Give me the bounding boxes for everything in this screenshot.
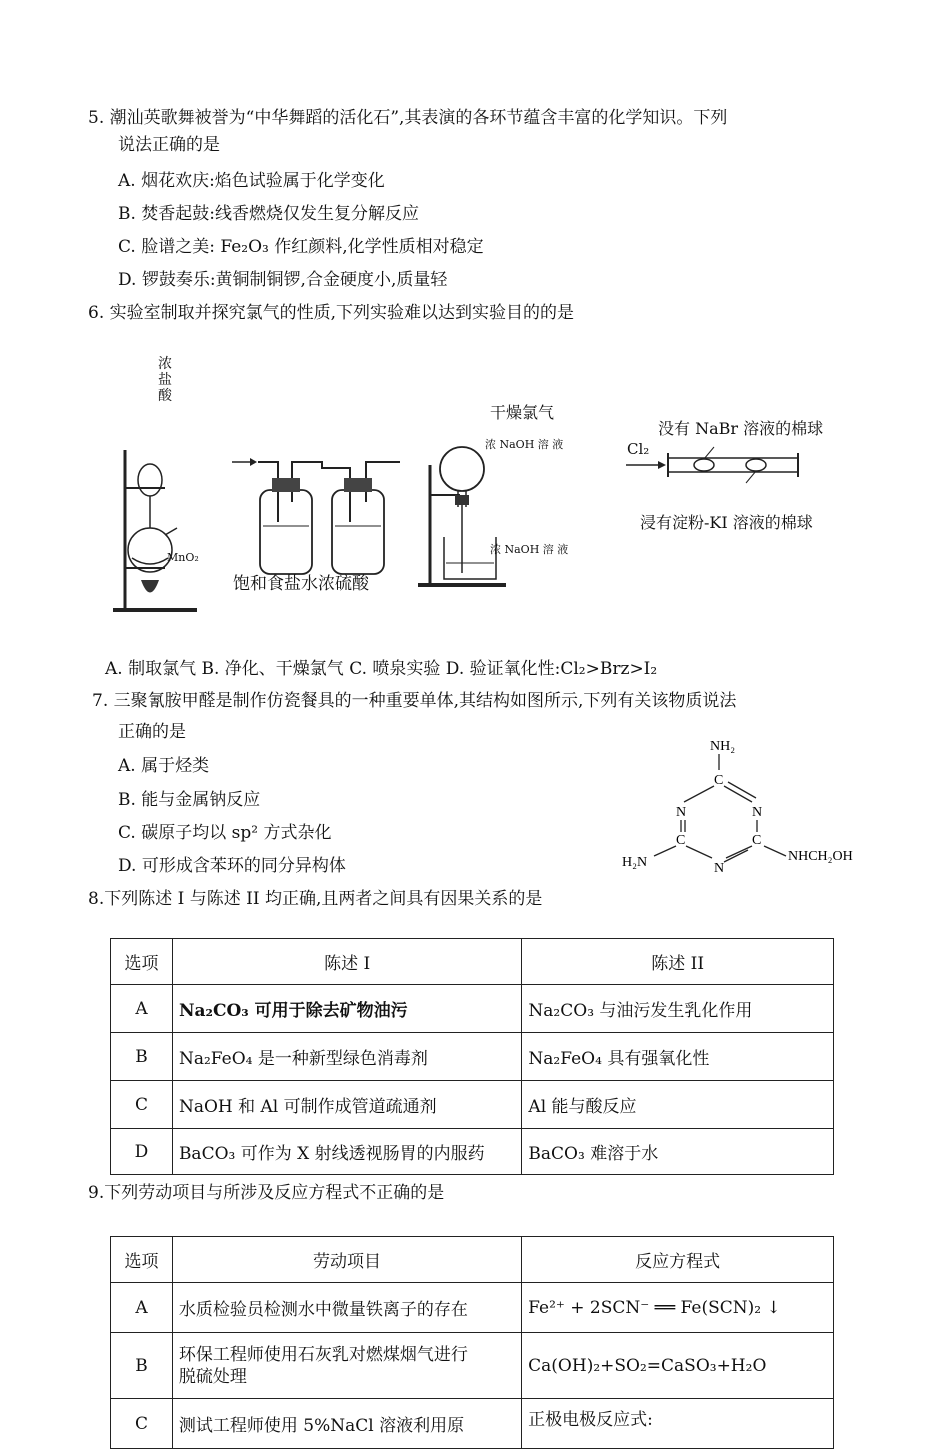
q9-row-b-project: 环保工程师使用石灰乳对燃煤烟气进行 脱硫处理 [172,1333,521,1399]
q8-row-a-option: A [111,985,173,1033]
structure-left-group: H₂N [622,855,648,870]
saline-label: 饱和食盐水浓硫酸 [233,574,369,594]
apparatus-b-figure [230,452,410,577]
q9-row-c-project: 测试工程师使用 5%NaCl 溶液利用原 [172,1399,521,1449]
q8-row-c-statement-2: Al 能与酸反应 [522,1081,834,1129]
q9-header-project: 劳动项目 [172,1237,521,1283]
q9-row-b-equation: Ca(OH)₂+SO₂=CaSO₃+H₂O [522,1333,834,1399]
q8-row-d-option: D [111,1129,173,1175]
hcl-label: 浓 盐 酸 [158,356,172,404]
melamine-structure [618,730,868,880]
q8-header-statement-2: 陈述 II [522,939,834,985]
structure-top-group: NH₂ [710,739,736,754]
q8-header-statement-1: 陈述 I [172,939,521,985]
q8-row-d-statement-2: BaCO₃ 难溶于水 [522,1129,834,1175]
q8-row-a-statement-2: Na₂CO₃ 与油污发生乳化作用 [522,985,834,1033]
q8-row-a-statement-1: Na₂CO₃ 可用于除去矿物油污 [172,985,521,1033]
q5-option-a: A. 烟花欢庆:焰色试验属于化学变化 [118,171,385,191]
q8-row-c-statement-1: NaOH 和 Al 可制作成管道疏通剂 [172,1081,521,1129]
q9-row-a-equation: Fe²⁺ + 2SCN⁻ ══ Fe(SCN)₂ ↓ [522,1283,834,1333]
apparatus-c-figure [410,445,510,595]
q7-option-b: B. 能与金属钠反应 [118,790,261,810]
cl2-label: Cl₂ [627,440,650,458]
nabr-label: 没有 NaBr 溶液的棉球 [658,419,824,438]
atom-n3: N [714,861,725,876]
table-row [111,1333,834,1399]
q7-option-c: C. 碳原子均以 sp² 方式杂化 [118,823,332,843]
q7-option-a: A. 属于烃类 [118,756,210,776]
q8-stem: 8.下列陈述 I 与陈述 II 均正确,且两者之间具有因果关系的是 [88,889,543,909]
atom-c1: C [714,773,724,788]
q9-row-a-project: 水质检验员检测水中微量铁离子的存在 [172,1283,521,1333]
q9-row-b-option: B [111,1333,173,1399]
atom-c3: C [752,833,762,848]
q8-row-c-option: C [111,1081,173,1129]
table-row [111,985,834,1033]
q8-header-option: 选项 [111,939,173,985]
q9-row-a-option: A [111,1283,173,1333]
atom-c2: C [676,833,686,848]
q5-option-d: D. 锣鼓奏乐:黄铜制铜锣,合金硬度小,质量轻 [118,270,448,290]
table-row [111,1081,834,1129]
q8-table [110,938,834,1175]
atom-n1: N [676,805,687,820]
table-row [111,1399,834,1449]
ki-label: 浸有淀粉-KI 溶液的棉球 [640,513,813,532]
q5-stem-line1: 5. 潮汕英歌舞被誉为“中华舞蹈的活化石”,其表演的各环节蕴含丰富的化学知识。下列 [88,108,728,128]
atom-n2: N [752,805,763,820]
naoh-bottom-label: 浓 NaOH 溶 液 [490,543,569,556]
apparatus-d-figure [624,445,814,485]
q6-options: A. 制取氯气 B. 净化、干燥氯气 C. 喷泉实验 D. 验证氧化性:Cl₂>Brz>I₂ [105,659,658,679]
q7-stem-line2: 正确的是 [118,722,186,742]
q7-option-d: D. 可形成含苯环的同分异构体 [118,856,346,876]
q5-option-c: C. 脸谱之美: Fe₂O₃ 作红颜料,化学性质相对稳定 [118,237,484,257]
structure-right-group: NHCH₂OH [788,849,853,864]
q6-stem: 6. 实验室制取并探究氯气的性质,下列实验难以达到实验目的的是 [88,303,575,323]
apparatus-a-figure [105,410,205,620]
q5-stem-line2: 说法正确的是 [118,135,220,155]
q8-row-b-statement-2: Na₂FeO₄ 具有强氧化性 [522,1033,834,1081]
q9-table [110,1236,834,1449]
dry-cl2-label: 干燥氯气 [490,403,555,422]
q9-header-equation: 反应方程式 [522,1237,834,1283]
q8-row-d-statement-1: BaCO₃ 可作为 X 射线透视肠胃的内服药 [172,1129,521,1175]
q9-stem: 9.下列劳动项目与所涉及反应方程式不正确的是 [88,1183,445,1203]
q9-header-option: 选项 [111,1237,173,1283]
table-row [111,1033,834,1081]
table-row [111,1283,834,1333]
q7-stem-line1: 7. 三聚氰胺甲醛是制作仿瓷餐具的一种重要单体,其结构如图所示,下列有关该物质说法 [92,691,737,711]
table-row [111,1129,834,1175]
q8-row-b-statement-1: Na₂FeO₄ 是一种新型绿色消毒剂 [172,1033,521,1081]
q5-option-b: B. 焚香起鼓:线香燃烧仅发生复分解反应 [118,204,420,224]
mno2-label: MnO₂ [167,551,199,564]
q9-row-c-equation: 正极电极反应式: [522,1399,834,1449]
naoh-top-label: 浓 NaOH 溶 液 [485,438,564,451]
q8-row-b-option: B [111,1033,173,1081]
q9-row-c-option: C [111,1399,173,1449]
